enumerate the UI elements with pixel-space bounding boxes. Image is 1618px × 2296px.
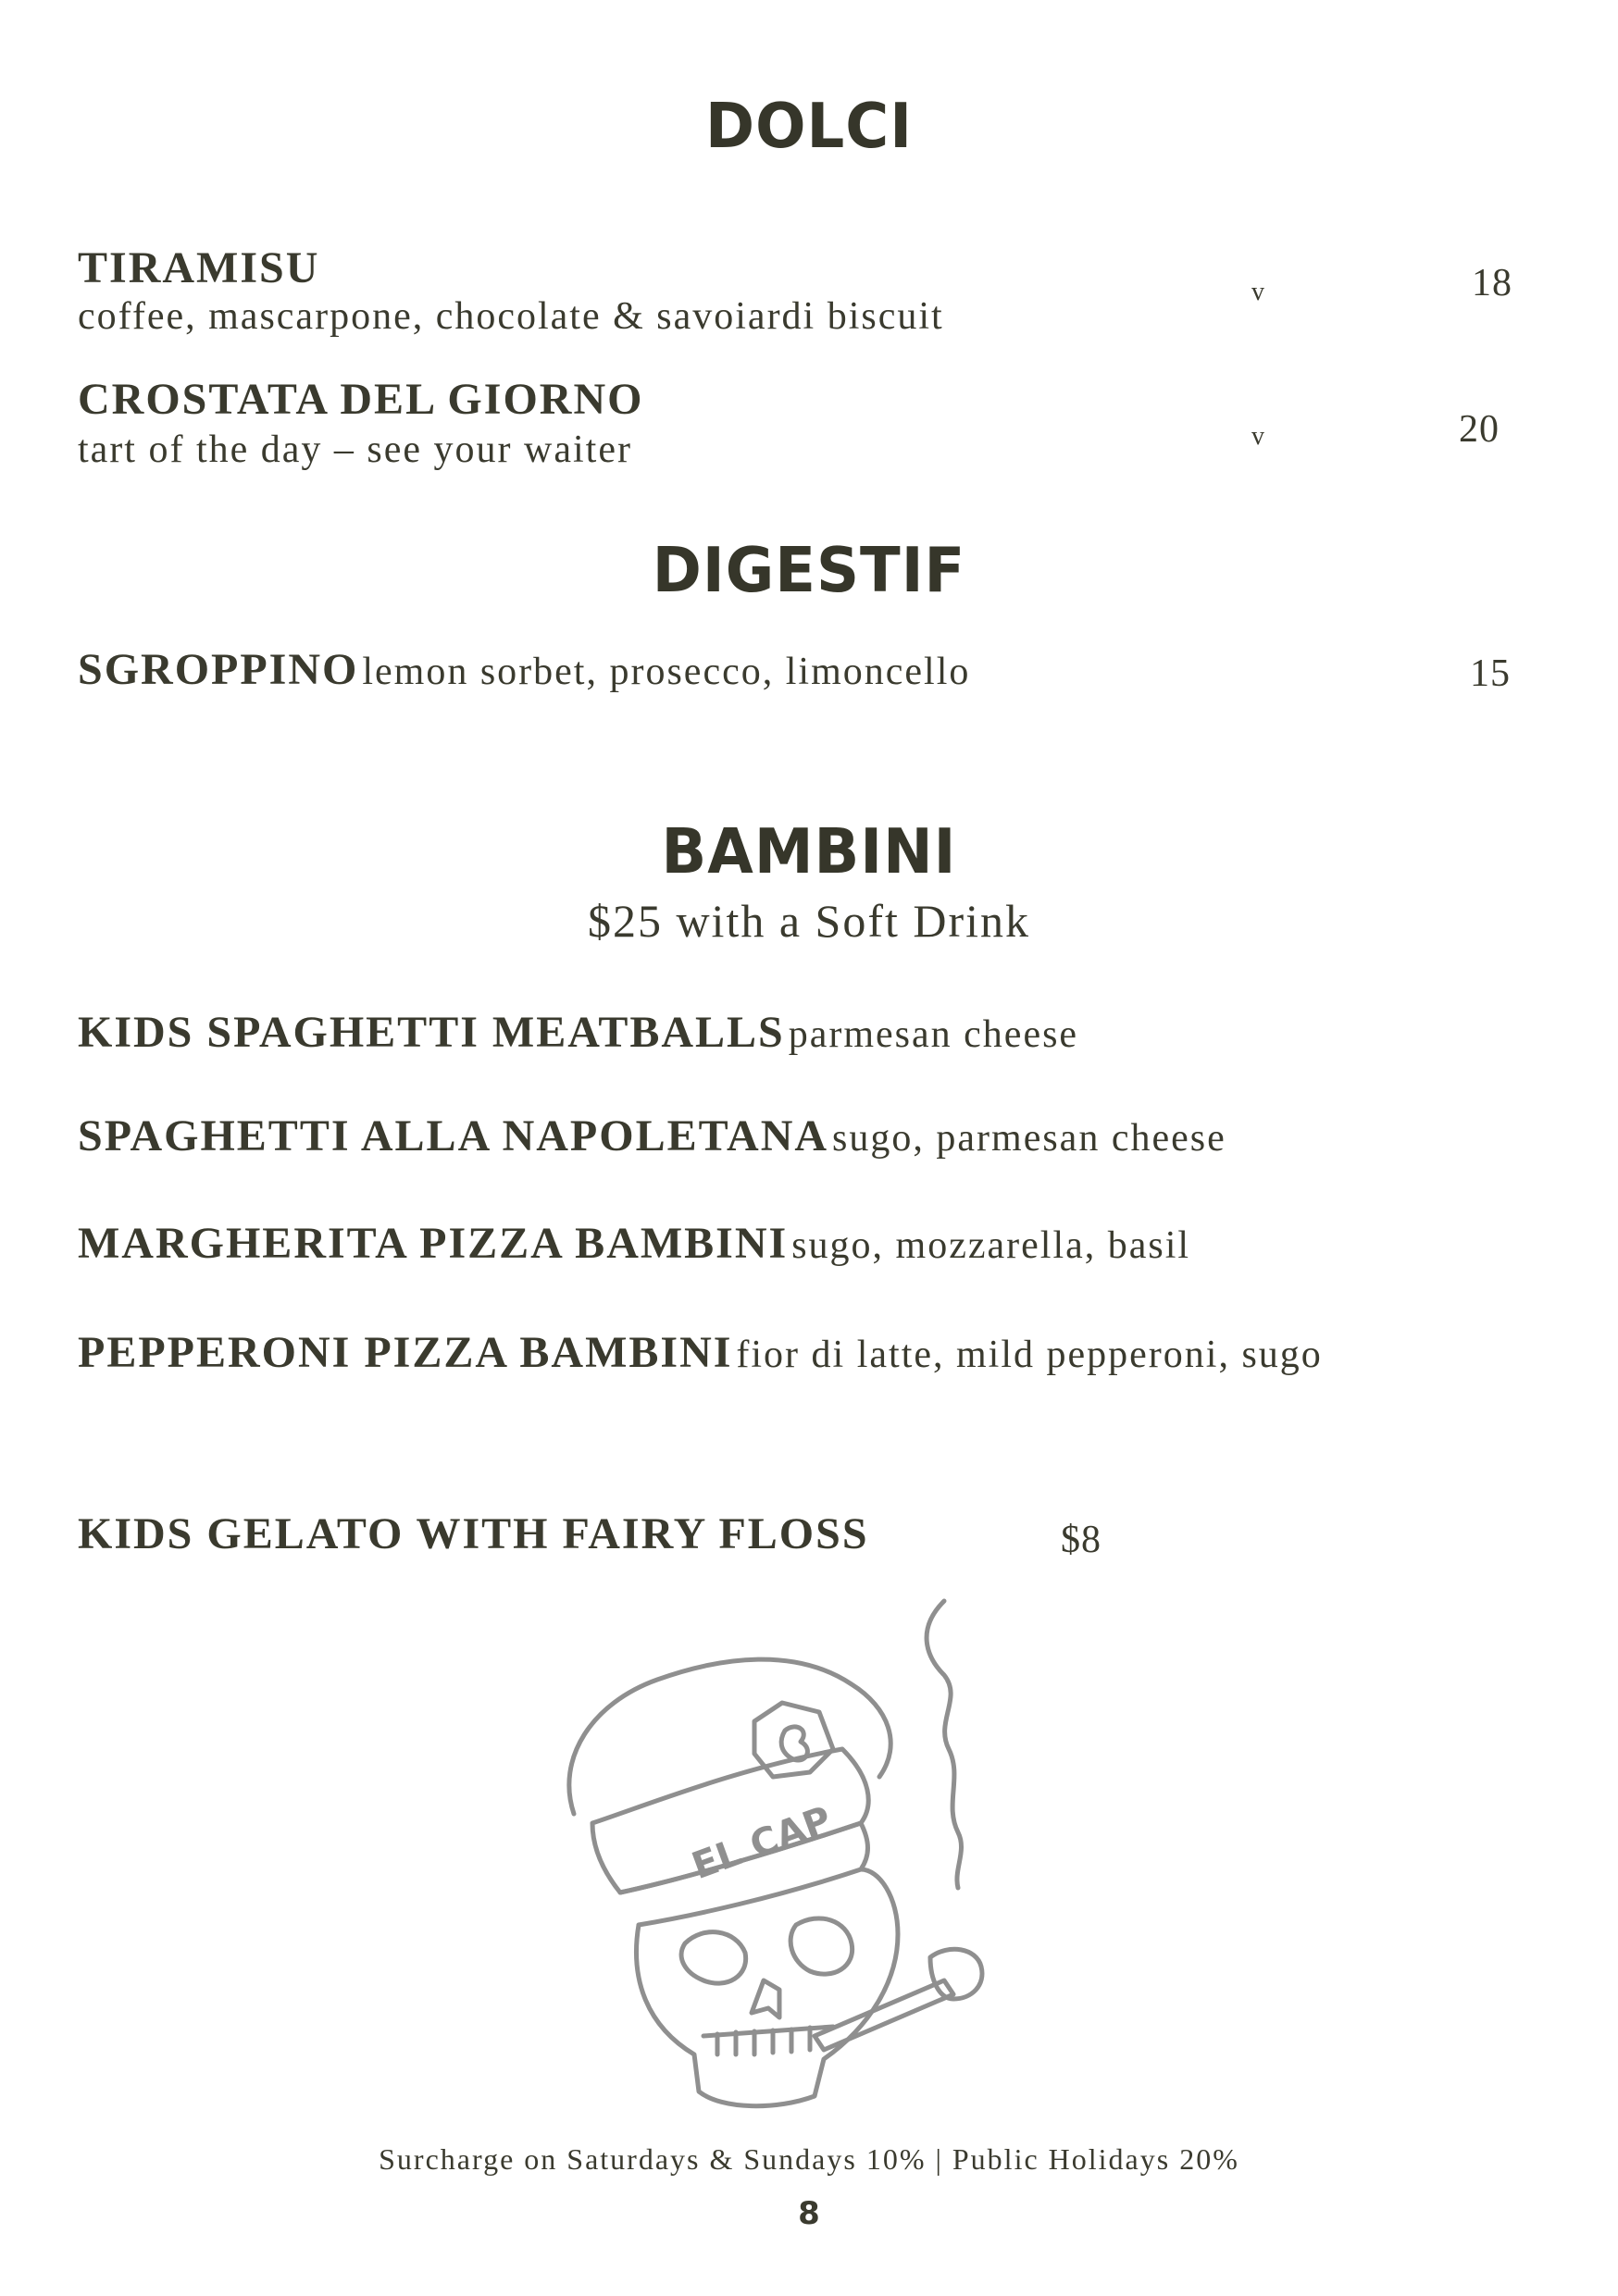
item-desc: sugo, mozzarella, basil (791, 1224, 1191, 1267)
logo-text: EL CAP (686, 1798, 838, 1889)
item-desc-sgroppino: lemon sorbet, prosecco, limoncello (362, 651, 971, 693)
vegetarian-tag-tiramisu: v (1251, 278, 1264, 306)
price-tiramisu: 18 (1472, 262, 1512, 304)
item-name: MARGHERITA PIZZA BAMBINI (78, 1219, 789, 1268)
item-name: PEPPERONI PIZZA BAMBINI (78, 1328, 733, 1377)
item-name-tiramisu: TIRAMISU (78, 243, 320, 292)
price-kids-gelato: $8 (1061, 1519, 1101, 1561)
item-desc-crostata: tart of the day – see your waiter (78, 428, 632, 471)
item-name-sgroppino: SGROPPINO (78, 645, 359, 694)
item-name-crostata: CROSTATA DEL GIORNO (78, 375, 644, 424)
bambini-subtitle: $25 with a Soft Drink (587, 895, 1031, 947)
item-desc: sugo, parmesan cheese (832, 1117, 1226, 1160)
page-number: 8 (798, 2195, 820, 2232)
surcharge-note: Surcharge on Saturdays & Sundays 10% | Public Holidays 20% (379, 2142, 1239, 2176)
skull-captain-pipe-icon (537, 1592, 1018, 2128)
item-name: SPAGHETTI ALLA NAPOLETANA (78, 1111, 829, 1160)
menu-item-napoletana (78, 1111, 1226, 1161)
vegetarian-tag-crostata: v (1251, 422, 1264, 451)
item-desc-tiramisu: coffee, mascarpone, chocolate & savoiardi biscuit (78, 295, 944, 338)
price-sgroppino: 15 (1470, 652, 1511, 695)
price-crostata: 20 (1459, 408, 1500, 451)
item-desc: parmesan cheese (788, 1013, 1079, 1056)
menu-item-sgroppino (78, 644, 970, 695)
item-name-kids-gelato: KIDS GELATO WITH FAIRY FLOSS (78, 1509, 869, 1558)
menu-item-pepperoni (78, 1327, 1323, 1378)
menu-item-margherita (78, 1218, 1190, 1269)
section-title-bambini: BAMBINI (661, 816, 957, 888)
item-name: KIDS SPAGHETTI MEATBALLS (78, 1008, 785, 1057)
menu-item-kids-spaghetti (78, 1007, 1078, 1058)
section-title-digestif: DIGESTIF (652, 535, 966, 607)
section-title-dolci: DOLCI (704, 91, 914, 163)
item-desc: fior di latte, mild pepperoni, sugo (736, 1334, 1323, 1376)
